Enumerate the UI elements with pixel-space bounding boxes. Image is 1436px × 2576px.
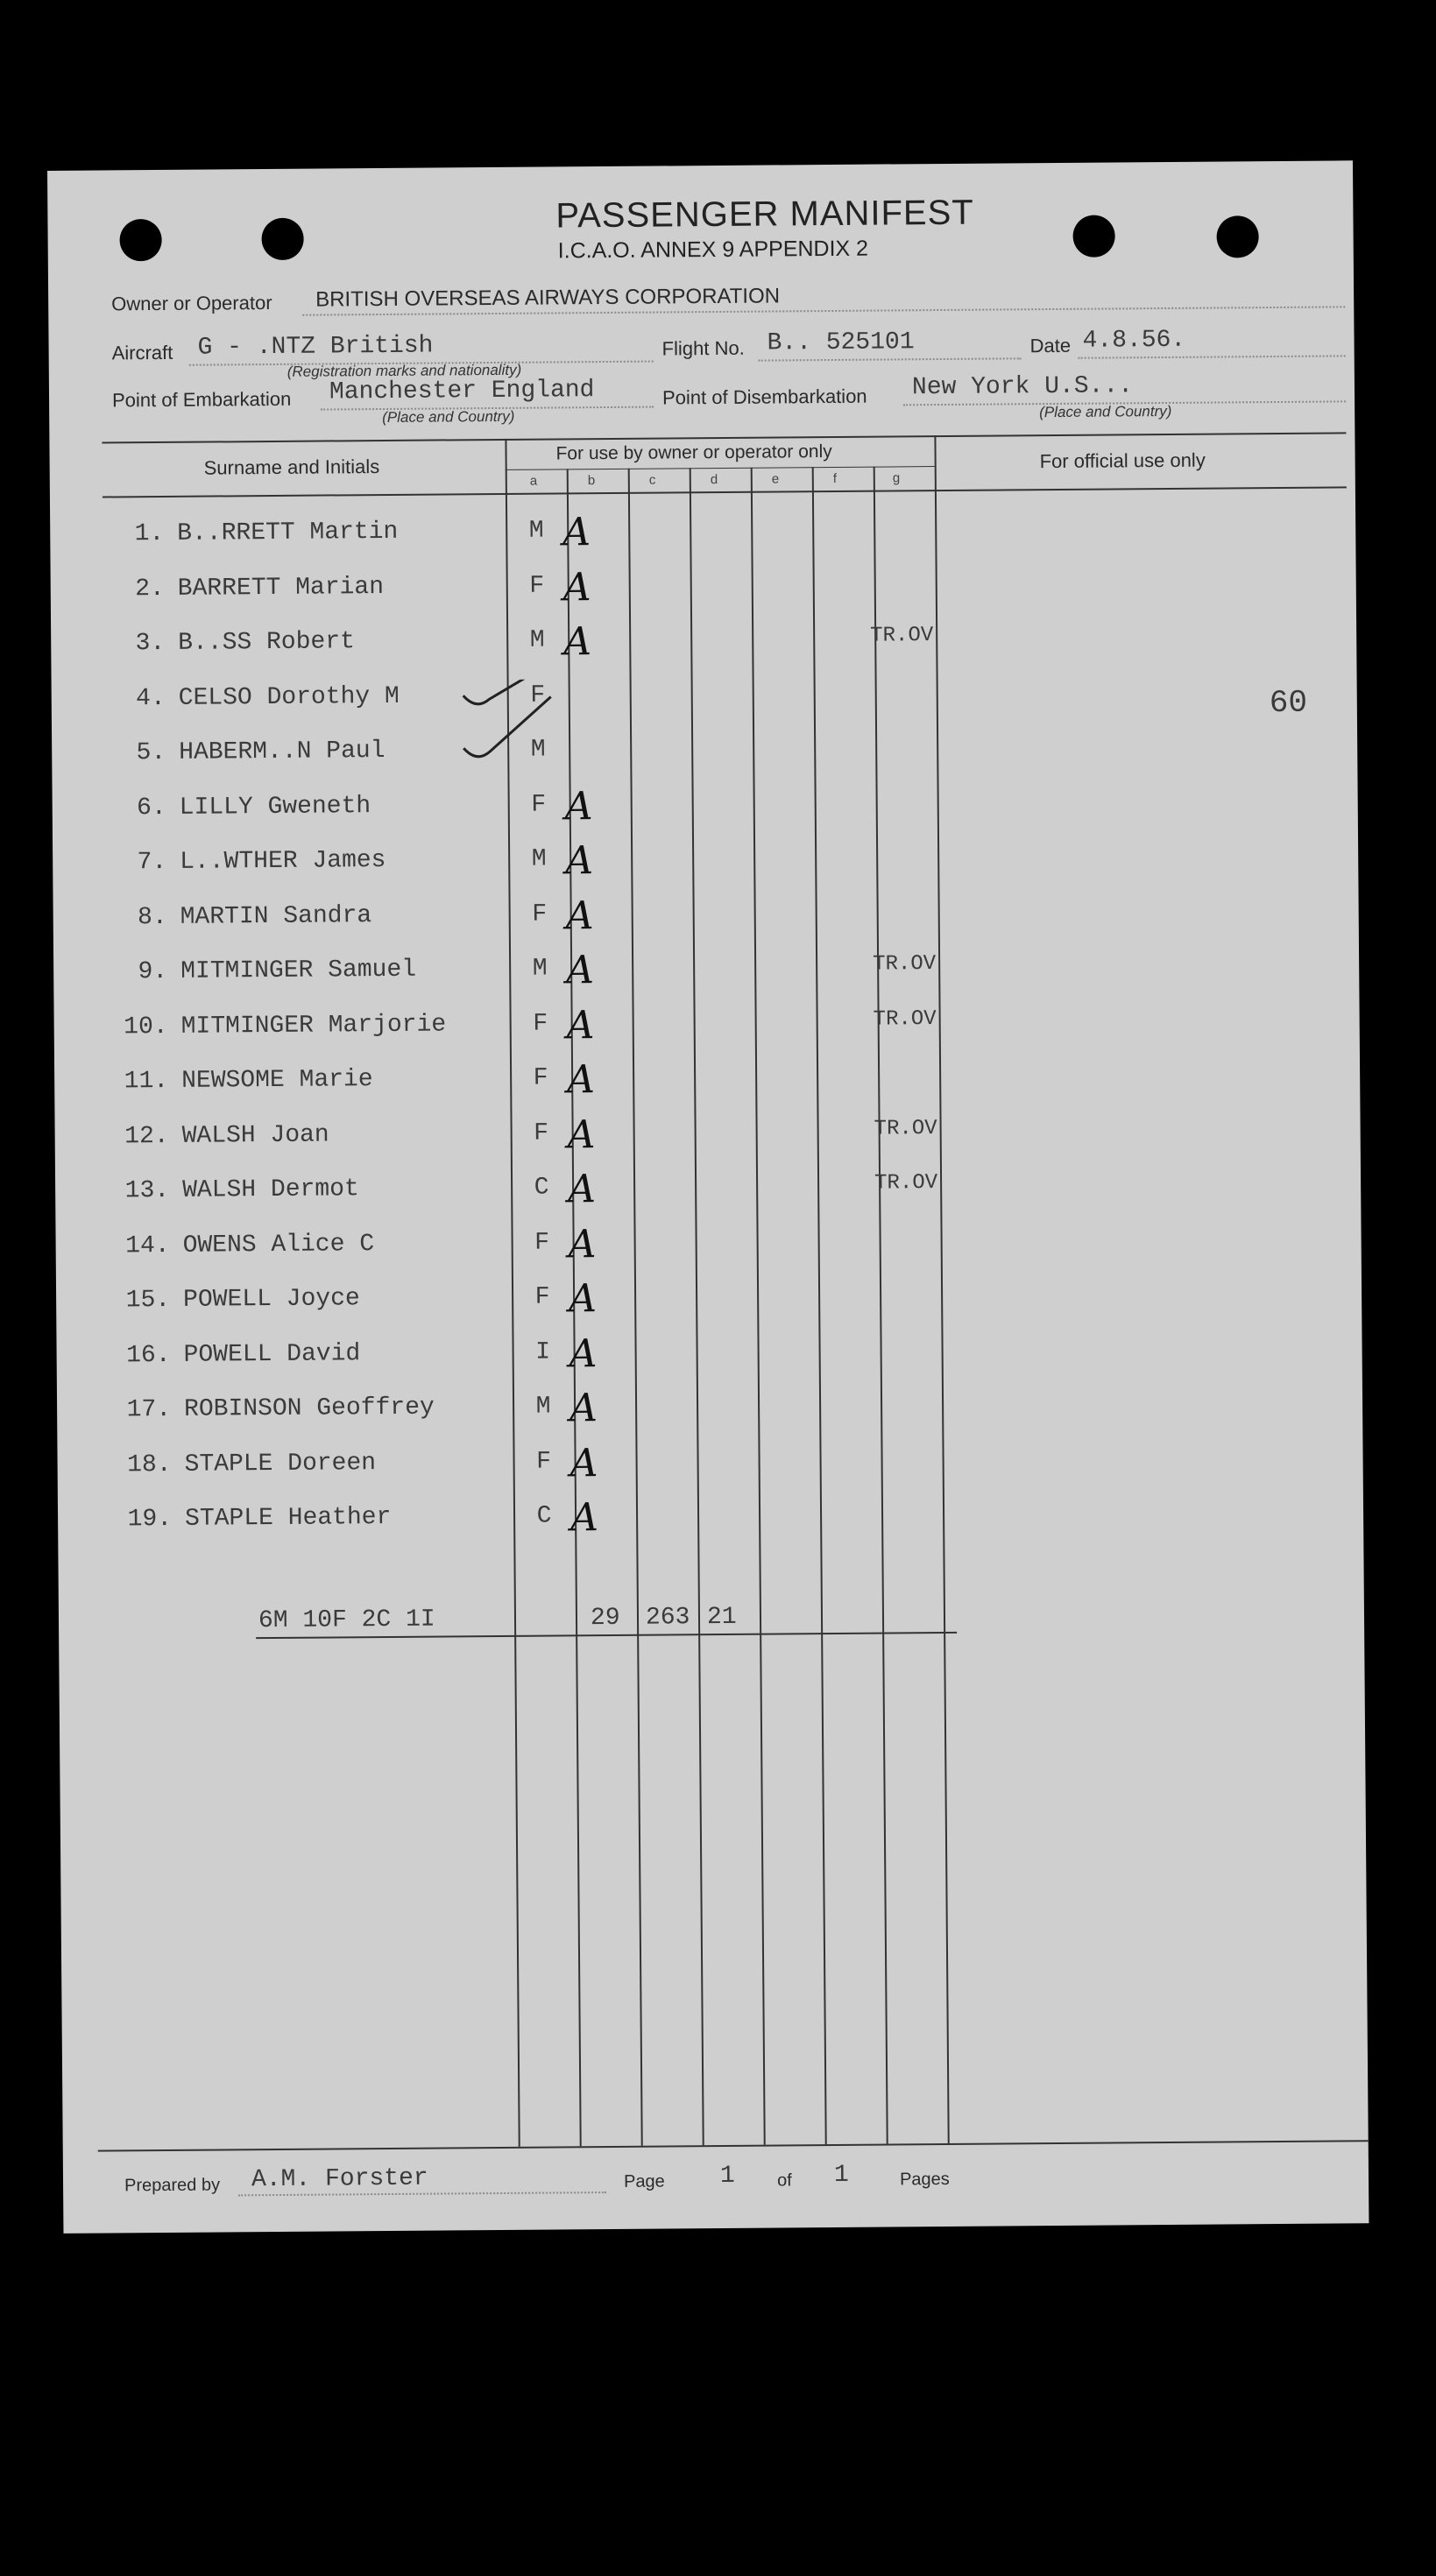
table-row: [50, 510, 1014, 565]
passenger-name: HABERM..N Paul: [179, 737, 386, 766]
row-number: 18.: [127, 1450, 172, 1479]
disembark-label: Point of Disembarkation: [661, 385, 867, 409]
date-label: Date: [1029, 334, 1072, 357]
passenger-sex: C: [534, 1174, 549, 1202]
totals-b: 29: [590, 1604, 620, 1633]
passenger-sex: F: [530, 681, 546, 709]
row-number: 2.: [135, 575, 165, 603]
row-number: 14.: [125, 1232, 170, 1260]
passenger-name: MITMINGER Marjorie: [180, 1010, 447, 1041]
passenger-name: MARTIN Sandra: [180, 901, 372, 931]
punch-hole: [1216, 215, 1258, 258]
embark-value: Manchester England: [329, 377, 595, 406]
passenger-sex: F: [532, 900, 548, 928]
table-row: [55, 1112, 1019, 1168]
check-mark: A: [568, 1221, 597, 1267]
row-number: 13.: [124, 1176, 170, 1205]
passenger-name: NEWSOME Marie: [181, 1066, 373, 1095]
passenger-name: MITMINGER Samuel: [180, 956, 417, 985]
table-row: [55, 1167, 1019, 1222]
totals-summary: 6M 10F 2C 1I: [258, 1606, 435, 1635]
table-row: [54, 1002, 1018, 1058]
passenger-name: WALSH Dermot: [182, 1175, 359, 1204]
place-note-disembark: (Place and Country): [1039, 402, 1172, 421]
embark-label: Point of Embarkation: [111, 387, 292, 412]
table-row: [57, 1386, 1021, 1441]
flight-label: Flight No.: [661, 336, 745, 360]
table-row: [58, 1495, 1022, 1550]
passenger-sex: F: [533, 1064, 548, 1092]
row-number: 8.: [137, 903, 167, 931]
place-note-embark: (Place and Country): [382, 407, 515, 427]
table-row: [56, 1221, 1020, 1277]
col-letter-d: d: [710, 472, 718, 488]
col-letter-c: c: [648, 472, 656, 488]
table-row: [57, 1330, 1021, 1387]
passenger-name: B..RRETT Martin: [177, 518, 399, 547]
check-mark: A: [564, 783, 593, 829]
disembark-value: New York U.S...: [911, 372, 1134, 402]
passenger-sex: C: [536, 1502, 552, 1530]
row-number: 15.: [125, 1286, 171, 1315]
col-letter-e: e: [771, 471, 780, 487]
col-letter-b: b: [587, 473, 596, 489]
form-title: PASSENGER MANIFEST: [555, 193, 974, 236]
owner-value: BRITISH OVERSEAS AIRWAYS CORPORATION: [315, 284, 781, 312]
table-row: [53, 783, 1016, 839]
transit-note: TR.OV: [874, 1116, 937, 1141]
passenger-sex: I: [535, 1338, 551, 1366]
passenger-name: LILLY Gweneth: [179, 792, 371, 822]
check-mark: A: [563, 619, 592, 665]
passenger-sex: F: [533, 1010, 548, 1038]
prepared-label: Prepared by: [124, 2175, 221, 2196]
passenger-sex: F: [534, 1283, 550, 1311]
check-mark: A: [569, 1330, 598, 1376]
passenger-sex: M: [530, 736, 546, 764]
row-number: 7.: [137, 848, 167, 877]
table-row: [53, 948, 1017, 1003]
form-subtitle: I.C.A.O. ANNEX 9 APPENDIX 2: [557, 236, 869, 264]
passenger-name: B..SS Robert: [178, 628, 355, 657]
passenger-sex: M: [528, 517, 544, 545]
check-mark: A: [565, 838, 594, 884]
page-label: Page: [623, 2171, 665, 2191]
passenger-name: OWENS Alice C: [182, 1230, 375, 1260]
date-value: 4.8.56.: [1082, 326, 1186, 355]
transit-note: TR.OV: [870, 624, 934, 648]
registration-note: (Registration marks and nationality): [286, 361, 522, 380]
check-mark: A: [562, 564, 591, 610]
col-letter-a: a: [529, 473, 538, 489]
passenger-name: WALSH Joan: [181, 1121, 329, 1150]
row-number: 5.: [136, 738, 166, 767]
passenger-name: CELSO Dorothy M: [178, 682, 400, 712]
table-row: [57, 1440, 1021, 1496]
punch-hole: [1072, 215, 1114, 257]
table-row: [51, 619, 1015, 674]
passenger-sex: F: [531, 791, 547, 819]
table-row: [54, 1057, 1018, 1112]
official-note: 60: [1269, 684, 1308, 722]
check-mark: A: [565, 893, 594, 938]
pages-label: Pages: [899, 2169, 950, 2190]
check-mark: A: [568, 1276, 598, 1322]
check-mark: A: [562, 510, 591, 555]
row-number: 4.: [136, 684, 166, 712]
manifest-sheet: [47, 160, 1369, 2234]
passenger-sex: F: [529, 572, 545, 600]
of-value: 1: [833, 2161, 849, 2190]
passenger-name: L..WTHER James: [180, 846, 386, 876]
totals-d: 21: [706, 1603, 737, 1632]
table-row: [56, 1276, 1020, 1331]
checkmark-icon: [455, 679, 569, 794]
table-row: [51, 564, 1015, 620]
col-letter-g: g: [892, 470, 901, 486]
passenger-sex: F: [534, 1119, 549, 1147]
row-number: 12.: [124, 1122, 169, 1150]
check-mark: A: [566, 1057, 596, 1103]
row-number: 9.: [138, 957, 168, 986]
transit-note: TR.OV: [873, 952, 937, 977]
row-number: 17.: [126, 1395, 172, 1424]
passenger-sex: M: [532, 955, 548, 983]
page-value: 1: [719, 2162, 735, 2191]
header-surname: Surname and Initials: [203, 455, 380, 479]
passenger-name: STAPLE Heather: [184, 1503, 392, 1533]
row-number: 16.: [126, 1341, 171, 1369]
check-mark: A: [567, 1112, 596, 1157]
header-owner-use: For use by owner or operator only: [555, 441, 832, 464]
owner-label: Owner or Operator: [111, 291, 272, 315]
passenger-sex: F: [536, 1448, 552, 1476]
row-number: 1.: [134, 519, 165, 548]
table-row: [53, 893, 1017, 949]
punch-hole: [261, 218, 303, 260]
table-row: [53, 838, 1016, 893]
col-letter-f: f: [832, 470, 838, 486]
punch-hole: [119, 219, 161, 261]
of-label: of: [776, 2170, 792, 2191]
passenger-name: STAPLE Doreen: [184, 1449, 377, 1479]
check-mark: A: [569, 1386, 598, 1431]
row-number: 6.: [136, 794, 166, 822]
passenger-name: ROBINSON Geoffrey: [183, 1394, 435, 1423]
passenger-name: POWELL David: [183, 1339, 361, 1369]
transit-note: TR.OV: [873, 1006, 937, 1032]
check-mark: A: [567, 1167, 597, 1212]
passenger-sex: F: [534, 1229, 550, 1257]
row-number: 11.: [124, 1067, 169, 1096]
check-mark: A: [566, 1002, 595, 1048]
check-mark: A: [569, 1495, 599, 1541]
row-number: 19.: [127, 1505, 173, 1534]
passenger-sex: M: [529, 626, 545, 654]
aircraft-value: G - .NTZ British: [197, 332, 434, 362]
transit-note: TR.OV: [874, 1171, 938, 1196]
passenger-name: BARRETT Marian: [177, 573, 385, 603]
passenger-sex: M: [535, 1393, 551, 1421]
passenger-sex: M: [531, 845, 547, 873]
prepared-value: A.M. Forster: [251, 2164, 428, 2194]
header-official-use: For official use only: [1039, 448, 1206, 473]
check-mark: A: [565, 948, 595, 993]
row-number: 3.: [135, 629, 166, 658]
row-number: 10.: [124, 1013, 168, 1041]
totals-c: 263: [645, 1604, 690, 1632]
aircraft-label: Aircraft: [111, 341, 173, 364]
passenger-name: POWELL Joyce: [183, 1285, 360, 1314]
check-mark: A: [569, 1440, 598, 1486]
flight-value: B.. 525101: [767, 328, 915, 357]
